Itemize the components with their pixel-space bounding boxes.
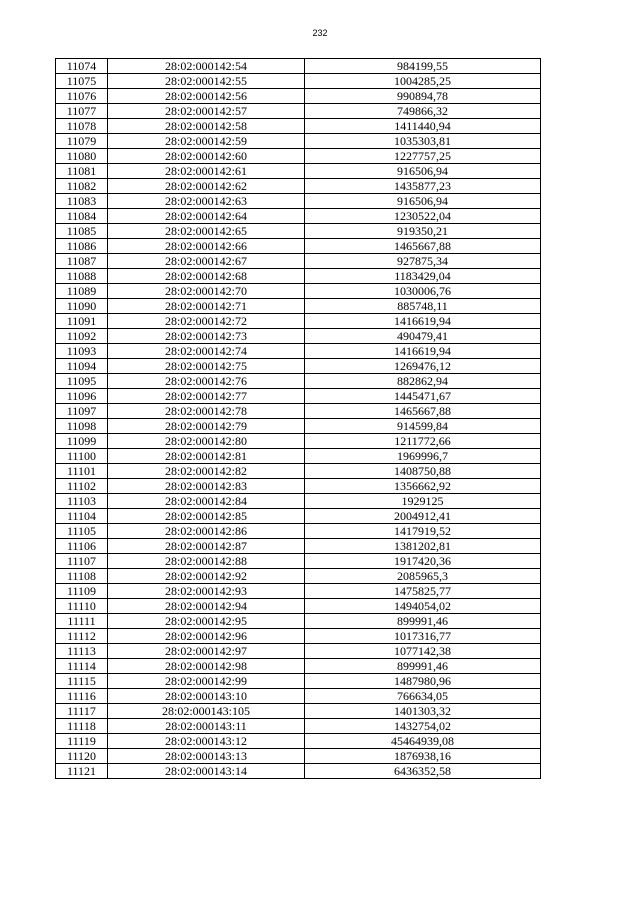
table-row [56,134,541,149]
cadastral-number-cell: 28:02:000142:99 [108,674,305,689]
table-row [56,344,541,359]
row-number-cell: 11093 [56,344,108,359]
value-cell: 1475825,77 [305,584,541,599]
cadastral-number-cell: 28:02:000142:59 [108,134,305,149]
table-row [56,524,541,539]
table-row [56,104,541,119]
value-cell: 1445471,67 [305,389,541,404]
cadastral-number-cell: 28:02:000142:63 [108,194,305,209]
cadastral-number-cell: 28:02:000142:54 [108,59,305,74]
row-number-cell: 11100 [56,449,108,464]
row-number-cell: 11102 [56,479,108,494]
cadastral-number-cell: 28:02:000142:92 [108,569,305,584]
row-number-cell: 11086 [56,239,108,254]
value-cell: 1227757,25 [305,149,541,164]
row-number-cell: 11106 [56,539,108,554]
row-number-cell: 11090 [56,299,108,314]
value-cell: 1487980,96 [305,674,541,689]
table-row [56,269,541,284]
table-row [56,614,541,629]
value-cell: 885748,11 [305,299,541,314]
registry-table [55,58,541,779]
row-number-cell: 11083 [56,194,108,209]
table-row [56,704,541,719]
value-cell: 1969996,7 [305,449,541,464]
value-cell: 1381202,81 [305,539,541,554]
value-cell: 1401303,32 [305,704,541,719]
cadastral-number-cell: 28:02:000142:82 [108,464,305,479]
cadastral-number-cell: 28:02:000143:12 [108,734,305,749]
cadastral-number-cell: 28:02:000142:85 [108,509,305,524]
row-number-cell: 11096 [56,389,108,404]
value-cell: 2085965,3 [305,569,541,584]
row-number-cell: 11118 [56,719,108,734]
cadastral-number-cell: 28:02:000142:60 [108,149,305,164]
cadastral-number-cell: 28:02:000142:62 [108,179,305,194]
table-row [56,644,541,659]
row-number-cell: 11120 [56,749,108,764]
row-number-cell: 11082 [56,179,108,194]
cadastral-number-cell: 28:02:000142:84 [108,494,305,509]
cadastral-number-cell: 28:02:000142:97 [108,644,305,659]
table-row [56,329,541,344]
cadastral-number-cell: 28:02:000142:75 [108,359,305,374]
cadastral-number-cell: 28:02:000143:14 [108,764,305,779]
value-cell: 1432754,02 [305,719,541,734]
table-row [56,89,541,104]
row-number-cell: 11081 [56,164,108,179]
row-number-cell: 11098 [56,419,108,434]
cadastral-number-cell: 28:02:000142:87 [108,539,305,554]
table-row [56,539,541,554]
cadastral-number-cell: 28:02:000142:67 [108,254,305,269]
row-number-cell: 11080 [56,149,108,164]
cadastral-number-cell: 28:02:000142:94 [108,599,305,614]
table-row [56,194,541,209]
cadastral-number-cell: 28:02:000142:96 [108,629,305,644]
table-row [56,479,541,494]
registry-table-body [56,59,541,779]
value-cell: 899991,46 [305,614,541,629]
value-cell: 1494054,02 [305,599,541,614]
value-cell: 1356662,92 [305,479,541,494]
table-row [56,554,541,569]
value-cell: 882862,94 [305,374,541,389]
value-cell: 899991,46 [305,659,541,674]
table-row [56,404,541,419]
cadastral-number-cell: 28:02:000142:95 [108,614,305,629]
value-cell: 1211772,66 [305,434,541,449]
value-cell: 990894,78 [305,89,541,104]
value-cell: 45464939,08 [305,734,541,749]
cadastral-number-cell: 28:02:000142:68 [108,269,305,284]
cadastral-number-cell: 28:02:000142:77 [108,389,305,404]
cadastral-number-cell: 28:02:000142:57 [108,104,305,119]
cadastral-number-cell: 28:02:000142:98 [108,659,305,674]
cadastral-number-cell: 28:02:000142:65 [108,224,305,239]
table-row [56,359,541,374]
row-number-cell: 11109 [56,584,108,599]
table-row [56,254,541,269]
table-row [56,599,541,614]
row-number-cell: 11087 [56,254,108,269]
row-number-cell: 11103 [56,494,108,509]
cadastral-number-cell: 28:02:000142:55 [108,74,305,89]
row-number-cell: 11110 [56,599,108,614]
value-cell: 1183429,04 [305,269,541,284]
row-number-cell: 11077 [56,104,108,119]
value-cell: 766634,05 [305,689,541,704]
value-cell: 1435877,23 [305,179,541,194]
row-number-cell: 11105 [56,524,108,539]
value-cell: 916506,94 [305,164,541,179]
cadastral-number-cell: 28:02:000143:13 [108,749,305,764]
value-cell: 914599,84 [305,419,541,434]
value-cell: 1408750,88 [305,464,541,479]
table-row [56,209,541,224]
row-number-cell: 11079 [56,134,108,149]
table-row [56,314,541,329]
value-cell: 1411440,94 [305,119,541,134]
cadastral-number-cell: 28:02:000142:71 [108,299,305,314]
row-number-cell: 11078 [56,119,108,134]
row-number-cell: 11117 [56,704,108,719]
row-number-cell: 11089 [56,284,108,299]
value-cell: 1030006,76 [305,284,541,299]
row-number-cell: 11097 [56,404,108,419]
cadastral-number-cell: 28:02:000142:86 [108,524,305,539]
value-cell: 927875,34 [305,254,541,269]
table-row [56,284,541,299]
cadastral-number-cell: 28:02:000142:66 [108,239,305,254]
value-cell: 919350,21 [305,224,541,239]
table-row [56,149,541,164]
row-number-cell: 11099 [56,434,108,449]
table-row [56,659,541,674]
table-row [56,164,541,179]
table-row [56,629,541,644]
value-cell: 490479,41 [305,329,541,344]
table-row [56,689,541,704]
value-cell: 1416619,94 [305,314,541,329]
table-row [56,419,541,434]
table-row [56,299,541,314]
row-number-cell: 11076 [56,89,108,104]
cadastral-number-cell: 28:02:000142:93 [108,584,305,599]
table-row [56,569,541,584]
cadastral-number-cell: 28:02:000142:78 [108,404,305,419]
page-number: 232 [312,28,328,38]
cadastral-number-cell: 28:02:000142:70 [108,284,305,299]
row-number-cell: 11104 [56,509,108,524]
cadastral-number-cell: 28:02:000143:105 [108,704,305,719]
value-cell: 1269476,12 [305,359,541,374]
cadastral-number-cell: 28:02:000142:81 [108,449,305,464]
cadastral-number-cell: 28:02:000142:79 [108,419,305,434]
cadastral-number-cell: 28:02:000142:74 [108,344,305,359]
value-cell: 749866,32 [305,104,541,119]
row-number-cell: 11091 [56,314,108,329]
row-number-cell: 11088 [56,269,108,284]
table-row [56,374,541,389]
value-cell: 916506,94 [305,194,541,209]
value-cell: 1004285,25 [305,74,541,89]
table-row [56,434,541,449]
table-row [56,464,541,479]
value-cell: 1417919,52 [305,524,541,539]
table-row [56,239,541,254]
row-number-cell: 11107 [56,554,108,569]
cadastral-number-cell: 28:02:000142:58 [108,119,305,134]
cadastral-number-cell: 28:02:000143:11 [108,719,305,734]
cadastral-number-cell: 28:02:000142:80 [108,434,305,449]
cadastral-number-cell: 28:02:000142:83 [108,479,305,494]
row-number-cell: 11108 [56,569,108,584]
table-row [56,449,541,464]
row-number-cell: 11084 [56,209,108,224]
row-number-cell: 11101 [56,464,108,479]
table-row [56,74,541,89]
cadastral-number-cell: 28:02:000142:61 [108,164,305,179]
cadastral-number-cell: 28:02:000142:73 [108,329,305,344]
cadastral-number-cell: 28:02:000142:76 [108,374,305,389]
value-cell: 984199,55 [305,59,541,74]
table-row [56,389,541,404]
row-number-cell: 11074 [56,59,108,74]
cadastral-number-cell: 28:02:000143:10 [108,689,305,704]
value-cell: 1077142,38 [305,644,541,659]
table-row [56,509,541,524]
row-number-cell: 11121 [56,764,108,779]
value-cell: 1416619,94 [305,344,541,359]
table-row [56,764,541,779]
table-row [56,59,541,74]
table-row [56,584,541,599]
cadastral-number-cell: 28:02:000142:56 [108,89,305,104]
value-cell: 1230522,04 [305,209,541,224]
row-number-cell: 11114 [56,659,108,674]
value-cell: 2004912,41 [305,509,541,524]
cadastral-number-cell: 28:02:000142:72 [108,314,305,329]
value-cell: 1465667,88 [305,239,541,254]
row-number-cell: 11115 [56,674,108,689]
row-number-cell: 11075 [56,74,108,89]
table-row [56,674,541,689]
row-number-cell: 11119 [56,734,108,749]
value-cell: 1929125 [305,494,541,509]
row-number-cell: 11111 [56,614,108,629]
row-number-cell: 11094 [56,359,108,374]
value-cell: 1035303,81 [305,134,541,149]
value-cell: 1876938,16 [305,749,541,764]
value-cell: 6436352,58 [305,764,541,779]
row-number-cell: 11116 [56,689,108,704]
table-row [56,119,541,134]
value-cell: 1017316,77 [305,629,541,644]
row-number-cell: 11085 [56,224,108,239]
row-number-cell: 11092 [56,329,108,344]
row-number-cell: 11113 [56,644,108,659]
table-row [56,734,541,749]
table-row [56,494,541,509]
table-row [56,749,541,764]
value-cell: 1465667,88 [305,404,541,419]
cadastral-number-cell: 28:02:000142:88 [108,554,305,569]
row-number-cell: 11095 [56,374,108,389]
cadastral-number-cell: 28:02:000142:64 [108,209,305,224]
row-number-cell: 11112 [56,629,108,644]
table-row [56,179,541,194]
table-row [56,224,541,239]
value-cell: 1917420,36 [305,554,541,569]
table-row [56,719,541,734]
